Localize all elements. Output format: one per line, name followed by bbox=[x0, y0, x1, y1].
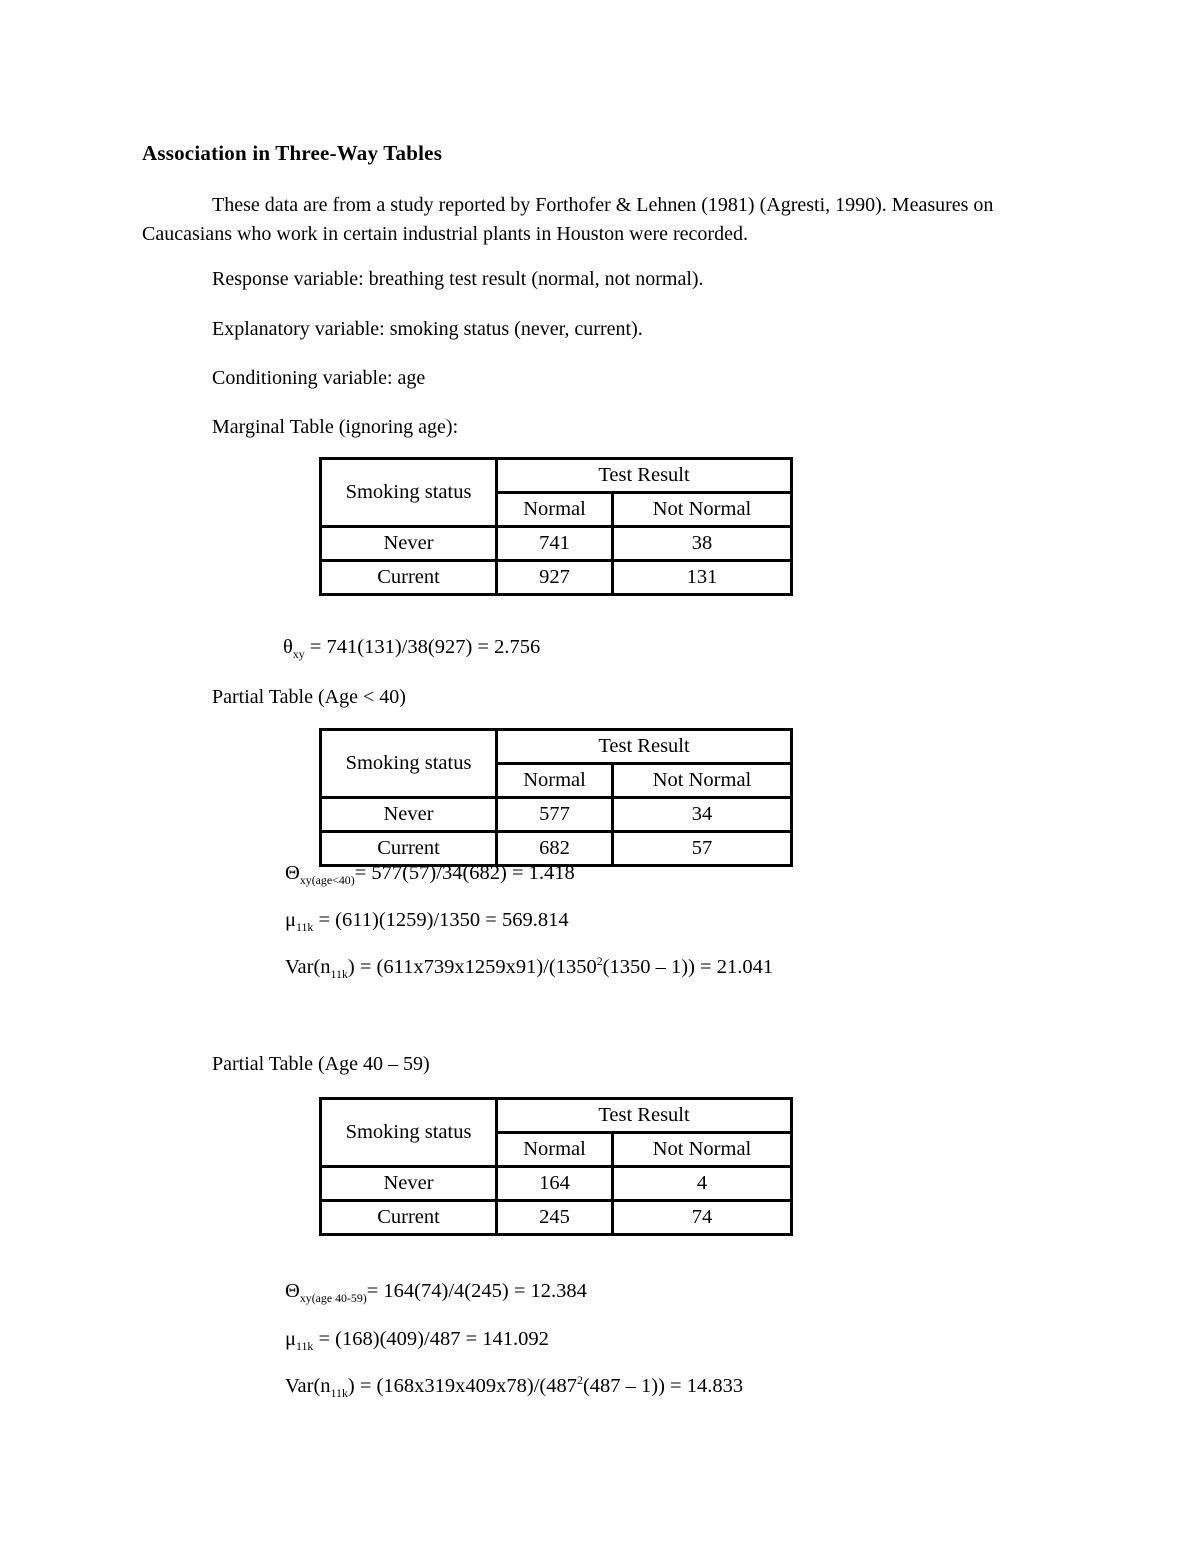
value-cell: 74 bbox=[613, 1201, 792, 1235]
value-cell: 164 bbox=[497, 1167, 613, 1201]
row-label-cell: Current bbox=[321, 561, 497, 595]
test-result-header-cell: Test Result bbox=[497, 459, 792, 493]
row-label-cell: Never bbox=[321, 1167, 497, 1201]
smoking-status-header-cell: Smoking status bbox=[321, 730, 497, 798]
value-cell: 245 bbox=[497, 1201, 613, 1235]
test-result-header-cell: Test Result bbox=[497, 1099, 792, 1133]
formula-mu-age-40-59: $\mu_{11k} = (168)(409)/487 = 141.092$ bbox=[285, 1328, 549, 1354]
not-normal-header-cell: Not Normal bbox=[613, 493, 792, 527]
row-label-cell: Current bbox=[321, 1201, 497, 1235]
partial-table-age-40-59 bbox=[319, 1097, 793, 1236]
value-cell: 577 bbox=[497, 798, 613, 832]
value-cell: 682 bbox=[497, 832, 613, 866]
formula-var-age-lt-40: $Var(n_{11k}) = (611x739x1259x91)/(1350^2(1350 - 1)) = 21.041$ bbox=[285, 954, 774, 982]
table-row bbox=[321, 561, 792, 595]
normal-header-cell: Normal bbox=[497, 493, 613, 527]
intro-paragraph: These data are from a study reported by Forthofer & Lehnen (1981) (Agresti, 1990). Measures on Caucasians who work in certain industrial plants in Houston were recorded. bbox=[142, 194, 994, 245]
value-cell: 741 bbox=[497, 527, 613, 561]
smoking-status-header-cell: Smoking status bbox=[321, 459, 497, 527]
row-label-cell: Never bbox=[321, 527, 497, 561]
document-title: Association in Three-Way Tables bbox=[142, 141, 443, 165]
table-header-row bbox=[321, 1099, 792, 1133]
value-cell: 34 bbox=[613, 798, 792, 832]
row-label-cell: Current bbox=[321, 832, 497, 866]
conditioning-variable-text: Conditioning variable: age bbox=[212, 367, 426, 389]
marginal-table-caption: Marginal Table (ignoring age): bbox=[212, 416, 459, 438]
value-cell: 131 bbox=[613, 561, 792, 595]
row-label-cell: Never bbox=[321, 798, 497, 832]
value-cell: 57 bbox=[613, 832, 792, 866]
table-row bbox=[321, 1201, 792, 1235]
normal-header-cell: Normal bbox=[497, 1133, 613, 1167]
partial-table-40-59-caption: Partial Table (Age 40 – 59) bbox=[212, 1053, 430, 1075]
test-result-header-cell: Test Result bbox=[497, 730, 792, 764]
formula-odds-ratio-marginal: $\theta_{xy} = 741(131)/38(927) = 2.756$ bbox=[283, 636, 541, 662]
table-row bbox=[321, 1167, 792, 1201]
partial-table-age-lt-40 bbox=[319, 728, 793, 867]
table-row bbox=[321, 527, 792, 561]
table-header-row bbox=[321, 459, 792, 493]
formula-odds-ratio-age-lt-40: $\Theta_{xy(age<40)}= 577(57)/34(682) = 1.418$ bbox=[285, 862, 575, 888]
value-cell: 38 bbox=[613, 527, 792, 561]
not-normal-header-cell: Not Normal bbox=[613, 1133, 792, 1167]
smoking-status-header-cell: Smoking status bbox=[321, 1099, 497, 1167]
formula-odds-ratio-age-40-59: $\Theta_{xy(age 40-59)}= 164(74)/4(245) = 12.384$ bbox=[285, 1280, 587, 1306]
value-cell: 4 bbox=[613, 1167, 792, 1201]
table-row bbox=[321, 798, 792, 832]
partial-table-lt40-caption: Partial Table (Age < 40) bbox=[212, 686, 406, 708]
value-cell: 927 bbox=[497, 561, 613, 595]
table-row bbox=[321, 832, 792, 866]
explanatory-variable-text: Explanatory variable: smoking status (never, current). bbox=[212, 318, 643, 340]
table-header-row bbox=[321, 730, 792, 764]
marginal-table bbox=[319, 457, 793, 596]
response-variable-text: Response variable: breathing test result (normal, not normal). bbox=[212, 268, 704, 290]
normal-header-cell: Normal bbox=[497, 764, 613, 798]
formula-mu-age-lt-40: $\mu_{11k} = (611)(1259)/1350 = 569.814$ bbox=[285, 909, 569, 935]
not-normal-header-cell: Not Normal bbox=[613, 764, 792, 798]
formula-var-age-40-59: $Var(n_{11k}) = (168x319x409x78)/(487^2(487 - 1)) = 14.833$ bbox=[285, 1373, 744, 1401]
